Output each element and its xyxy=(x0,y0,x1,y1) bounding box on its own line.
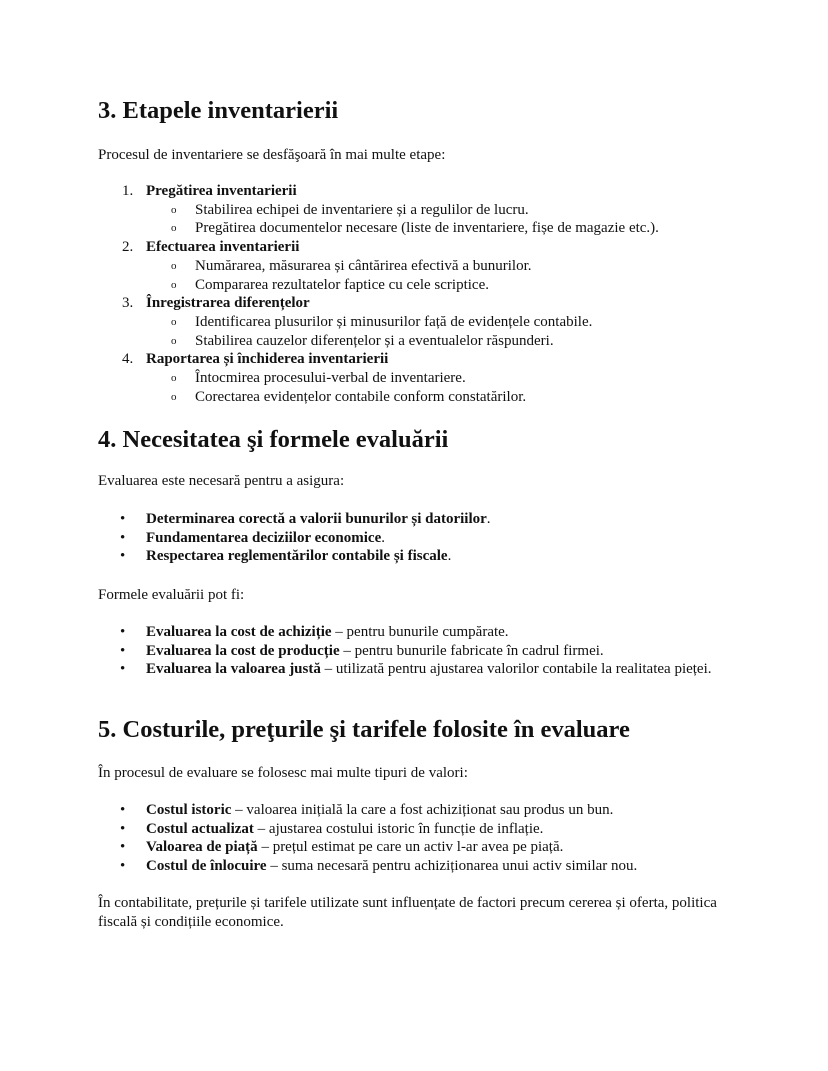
circle-bullet-icon: o xyxy=(171,334,177,347)
step-number: 1. xyxy=(122,183,134,199)
step-title: Pregătirea inventarierii xyxy=(146,183,297,199)
step-title: Efectuarea inventarierii xyxy=(146,239,300,256)
section-4-intro: Evaluarea este necesară pentru a asigura: xyxy=(98,473,345,489)
circle-bullet-icon: o xyxy=(171,278,177,291)
section-5-heading: 5. Costurile, preţurile şi tarifele folosite în evaluare xyxy=(98,716,630,743)
step-item xyxy=(98,238,738,294)
list-item: • Respectarea reglementărilor contabile și fiscale. xyxy=(120,548,452,565)
step-item xyxy=(98,294,738,350)
inventory-steps-list xyxy=(98,182,738,406)
sub-item: o Stabilirea echipei de inventariere și a regulilor de lucru. xyxy=(171,201,529,218)
section-3-heading: 3. Etapele inventarierii xyxy=(98,97,339,124)
list-item: • Evaluarea la cost de achiziție – pentru bunurile cumpărate. xyxy=(120,624,509,640)
list-item: • Fundamentarea deciziilor economice. xyxy=(120,529,385,546)
list-item: • Costul de înlocuire – suma necesară pentru achiziționarea unui activ similar nou. xyxy=(120,858,638,875)
list-item: • Determinarea corectă a valorii bunurilor și datoriilor. xyxy=(120,511,491,527)
evaluation-forms-list xyxy=(98,623,738,679)
section-4-heading: 4. Necesitatea şi formele evaluării xyxy=(98,426,449,453)
sub-item: o Numărarea, măsurarea și cântărirea efectivă a bunurilor. xyxy=(171,257,532,274)
bullet-icon: • xyxy=(120,820,126,837)
step-number: 2. xyxy=(122,239,134,256)
list-item: • Costul istoric – valoarea inițială la care a fost achiziționat sau produs un bun. xyxy=(120,802,614,818)
circle-bullet-icon: o xyxy=(171,372,177,385)
list-item: • Evaluarea la cost de producție – pentru bunurile fabricate în cadrul firmei. xyxy=(120,642,604,659)
list-item: • Costul actualizat – ajustarea costului istoric în funcție de inflație. xyxy=(120,820,544,837)
forms-intro: Formele evaluării pot fi: xyxy=(98,587,245,603)
evaluation-needs-list xyxy=(98,510,738,566)
circle-bullet-icon: o xyxy=(171,222,177,235)
bullet-icon: • xyxy=(120,624,126,640)
sub-item: o Identificarea plusurilor și minusurilor față de evidențele contabile. xyxy=(171,313,593,330)
section-5-intro: În procesul de evaluare se folosesc mai multe tipuri de valori: xyxy=(98,765,468,781)
bullet-icon: • xyxy=(120,529,126,546)
step-item xyxy=(98,350,738,406)
step-item xyxy=(98,182,738,238)
bullet-icon: • xyxy=(120,858,126,875)
bullet-icon: • xyxy=(120,642,126,659)
circle-bullet-icon: o xyxy=(171,390,177,403)
value-types-list xyxy=(98,801,738,876)
step-title: Înregistrarea diferențelor xyxy=(146,295,310,312)
step-title: Raportarea și închiderea inventarierii xyxy=(146,351,389,368)
bullet-icon: • xyxy=(120,661,126,678)
circle-bullet-icon: o xyxy=(171,315,177,328)
section-5-conclusion: În contabilitate, prețurile și tarifele utilizate sunt influențate de factori precum cererea și oferta, politica fiscală și condițiile economice. xyxy=(98,895,717,930)
step-number: 4. xyxy=(122,351,134,368)
bullet-icon: • xyxy=(120,548,126,565)
bullet-icon: • xyxy=(120,839,126,856)
list-item: • Valoarea de piață – prețul estimat pe care un activ l-ar avea pe piață. xyxy=(120,839,564,856)
circle-bullet-icon: o xyxy=(171,259,177,272)
step-number: 3. xyxy=(122,295,134,312)
list-item: • Evaluarea la valoarea justă – utilizată pentru ajustarea valorilor contabile la realitatea pieței. xyxy=(120,661,712,678)
sub-item: o Întocmirea procesului-verbal de inventariere. xyxy=(171,370,466,387)
sub-item: o Corectarea evidențelor contabile conform constatărilor. xyxy=(171,388,527,405)
sub-item: o Stabilirea cauzelor diferențelor și a eventualelor răspunderi. xyxy=(171,332,554,349)
section-3-intro: Procesul de inventariere se desfăşoară în mai multe etape: xyxy=(98,147,446,163)
sub-item: o Pregătirea documentelor necesare (liste de inventariere, fișe de magazie etc.). xyxy=(171,220,659,237)
circle-bullet-icon: o xyxy=(171,203,177,216)
bullet-icon: • xyxy=(120,802,126,818)
sub-item: o Compararea rezultatelor faptice cu cele scriptice. xyxy=(171,276,489,293)
bullet-icon: • xyxy=(120,511,126,527)
